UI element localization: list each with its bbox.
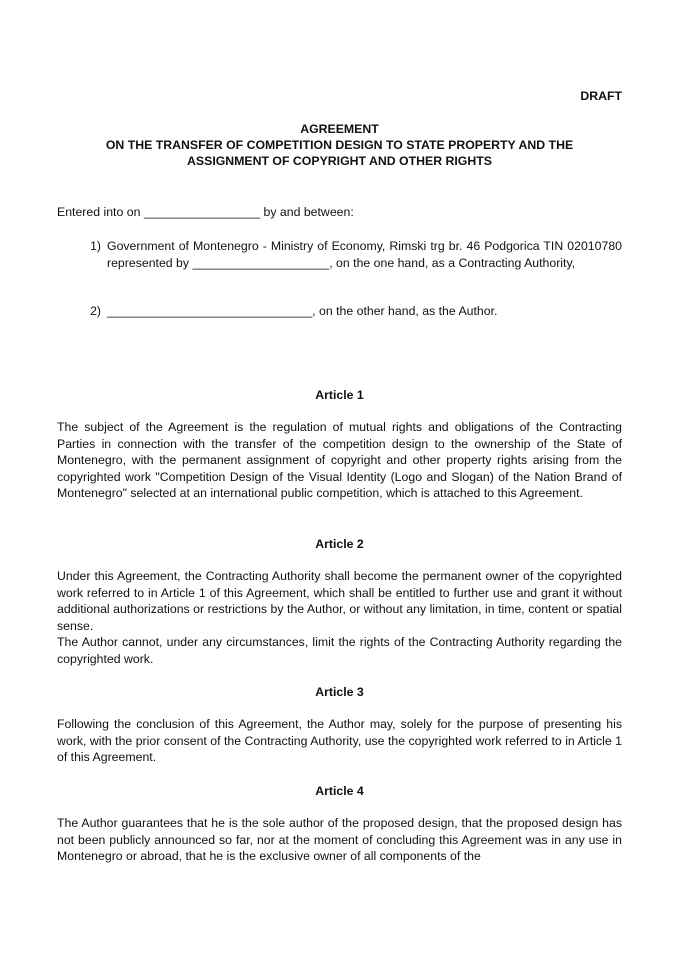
party-text: ______________________________, on the other hand, as the Author. bbox=[107, 304, 498, 318]
title-line-2: ON THE TRANSFER OF COMPETITION DESIGN TO STATE PROPERTY AND THE bbox=[105, 138, 574, 152]
party-item bbox=[57, 238, 622, 271]
title-line-3: ASSIGNMENT OF COPYRIGHT AND OTHER RIGHTS bbox=[187, 154, 492, 168]
party-item bbox=[57, 303, 622, 320]
party-number: 1) bbox=[90, 239, 101, 253]
article-3-text bbox=[57, 716, 622, 766]
article-4-text bbox=[57, 815, 622, 865]
article-2-text bbox=[57, 568, 622, 668]
article-paragraph: Under this Agreement, the Contracting Authority shall become the permanent owner of the copyrighted work referred to in Article 1 of this Agreement, which shall be entitled to further use and grant it without additional authorizations or restrictions by the Author, or without any limitation, in time, content or spatial sense. bbox=[57, 569, 622, 633]
draft-label: DRAFT bbox=[580, 89, 622, 103]
article-1-text bbox=[57, 419, 622, 502]
entered-into-line: Entered into on _________________ by and between: bbox=[57, 205, 354, 219]
agreement-title bbox=[57, 121, 622, 169]
article-paragraph: The subject of the Agreement is the regulation of mutual rights and obligations of the Contracting Parties in connection with the transfer of the competition design to the ownership of the State of Montenegro, with the permanent assignment of copyright and other property rights arising from the copyrighted work "Competition Design of the Visual Identity (Logo and Slogan) of the Nation Brand of Montenegro" selected at an international public competition, which is attached to this Agreement. bbox=[57, 420, 622, 501]
article-1-title: Article 1 bbox=[315, 388, 364, 402]
article-2-title: Article 2 bbox=[315, 537, 364, 551]
title-line-1: AGREEMENT bbox=[300, 122, 379, 136]
article-3-title: Article 3 bbox=[315, 685, 364, 699]
article-paragraph: Following the conclusion of this Agreement, the Author may, solely for the purpose of presenting his work, with the prior consent of the Contracting Authority, use the copyrighted work referred to in Article 1 of this Agreement. bbox=[57, 717, 622, 765]
party-number: 2) bbox=[90, 304, 101, 318]
article-paragraph: The Author guarantees that he is the sole author of the proposed design, that the proposed design has not been publicly announced so far, nor at the moment of concluding this Agreement was in any use in Montenegro or abroad, that he is the exclusive owner of all components of the bbox=[57, 816, 622, 864]
party-text: Government of Montenegro - Ministry of Economy, Rimski trg br. 46 Podgorica TIN 02010780 represented by ____________________, on the one hand, as a Contracting Authority, bbox=[107, 239, 622, 270]
article-paragraph: The Author cannot, under any circumstances, limit the rights of the Contracting Authority regarding the copyrighted work. bbox=[57, 635, 622, 666]
article-4-title: Article 4 bbox=[315, 784, 364, 798]
